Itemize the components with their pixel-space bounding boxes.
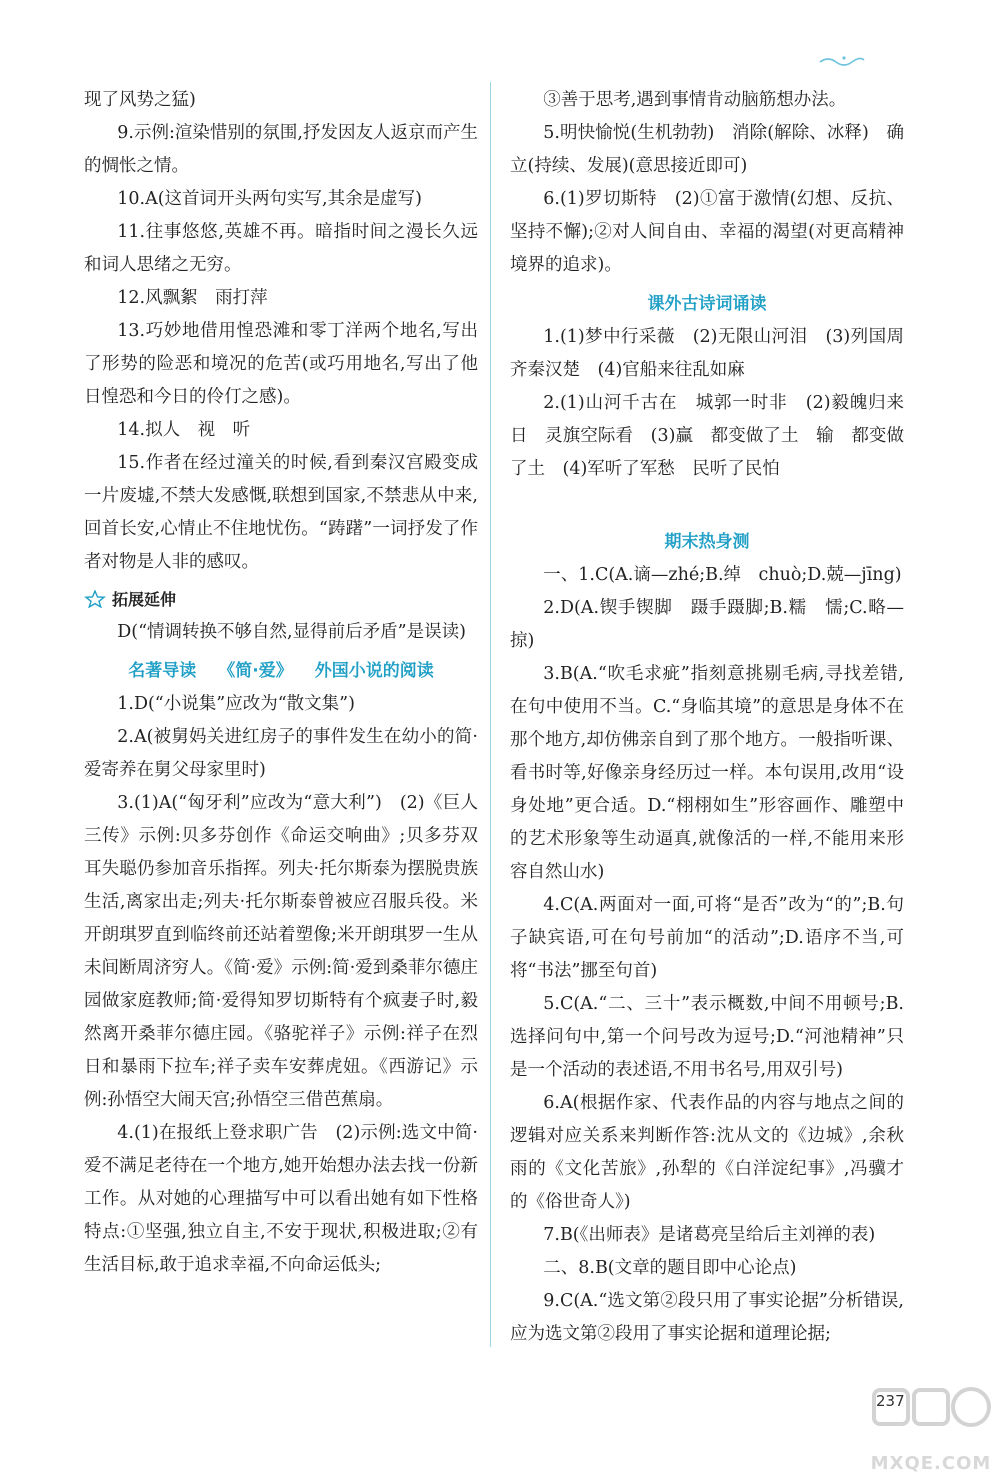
answer-12: 12.风飘絮 雨打萍	[117, 288, 268, 308]
poetry-answer-2: 2.(1)山河千古在 城郭一时非 (2)毅魄归来日 灵旗空际看 (3)赢 都变做了土 输 都变做了土 (4)军听了军愁 民听了民怕	[510, 393, 904, 479]
final-answer-2: 2.D(A.锲手锲脚 蹑手蹑脚;B.糯 懦;C.略—掠)	[510, 598, 904, 651]
final-answer-4: 4.C(A.两面对一面,可将“是否”改为“的”;B.句子缺宾语,可在句号前加“的活动”;D.语序不当,可将“书法”挪至句首)	[510, 895, 904, 981]
star-icon	[84, 590, 106, 608]
heading-part-1: 名著导读	[128, 661, 197, 681]
answer-11: 11.往事悠悠,英雄不再。暗指时间之漫长久远和词人思绪之无穷。	[84, 222, 478, 275]
classics-answer-3: 3.(1)A(“匈牙利”应改为“意大利”) (2)《巨人三传》示例:贝多芬创作《命运交响曲》;贝多芬双耳失聪仍参加音乐指挥。列夫·托尔斯泰为摆脱贵族生活,离家出走;列夫·托尔斯泰曾被应召服兵役。米开朗琪罗直到临终前还站着塑像;米开朗琪罗一生从未间断周济穷人。《简·爱》示例:简·爱到桑菲尔德庄园做家庭教师;简·爱得知罗切斯特有个疯妻子时,毅然离开桑菲尔德庄园。《骆驼祥子》示例:祥子在烈日和暴雨下拉车;祥子卖车安葬虎妞。《西游记》示例:孙悟空大闹天宫;孙悟空三借芭蕉扇。	[84, 793, 478, 1110]
expand-title-text: 拓展延伸	[112, 590, 177, 609]
wave-decoration-icon	[818, 52, 866, 68]
answer-continuation-right: ③善于思考,遇到事情肯动脑筋想办法。	[543, 90, 847, 110]
left-column	[84, 84, 478, 1282]
final-answer-5: 5.C(A.“二、三十”表示概数,中间不用顿号;B.选择问句中,第一个问号改为逗号;D.“河池精神”只是一个活动的表述语,不用书名号,用双引号)	[510, 994, 904, 1080]
answer-14: 14.拟人 视 听	[117, 420, 251, 440]
answer-9: 9.示例:渲染惜别的氛围,抒发因友人返京而产生的惆怅之情。	[84, 123, 478, 176]
expand-answer: D(“情调转换不够自然,显得前后矛盾”是误读)	[117, 622, 466, 642]
classics-reading-heading	[84, 655, 478, 688]
final-answer-6: 6.A(根据作家、代表作品的内容与地点之间的逻辑对应关系来判断作答:沈从文的《边城》,余秋雨的《文化苦旅》,孙犁的《白洋淀纪事》,冯骥才的《俗世奇人》)	[510, 1093, 904, 1212]
final-answer-8: 二、8.B(文章的题目即中心论点)	[543, 1258, 797, 1278]
answer-13: 13.巧妙地借用惶恐滩和零丁洋两个地名,写出了形势的险恶和境况的危苦(或巧用地名,写出了他日惶恐和今日的伶仃之感)。	[84, 321, 478, 407]
classics-answer-2: 2.A(被舅妈关进红房子的事件发生在幼小的简·爱寄养在舅父母家里时)	[84, 727, 478, 780]
expand-section-title	[84, 583, 478, 616]
final-answer-3: 3.B(A.“吹毛求疵”指刻意挑剔毛病,寻找差错,在句中使用不当。C.“身临其境”的意思是身体不在那个地方,却仿佛亲自到了那个地方。一般指听课、看书时等,好像亲身经历过一样。本句误用,改用“设身处地”更合适。D.“栩栩如生”形容画作、雕塑中的艺术形象等生动逼真,就像活的一样,不能用来形容自然山水)	[510, 664, 904, 882]
poetry-answer-1: 1.(1)梦中行采薇 (2)无限山河泪 (3)列国周齐秦汉楚 (4)官船来往乱如麻	[510, 327, 904, 380]
heading-part-3: 外国小说的阅读	[314, 661, 434, 681]
final-answer-9: 9.C(A.“选文第②段只用了事实论据”分析错误,应为选文第②段用了事实论据和道理论据;	[510, 1291, 904, 1344]
answer-15: 15.作者在经过潼关的时候,看到秦汉宫殿变成一片废墟,不禁大发感慨,联想到国家,不禁悲从中来,回首长安,心情止不住地忧伤。“踌躇”一词抒发了作者对物是人非的感叹。	[84, 453, 478, 572]
page-number: 237	[876, 1392, 905, 1410]
heading-part-2: 《简·爱》	[218, 661, 293, 681]
watermark-text: MXQE.COM	[870, 1453, 992, 1474]
final-answer-1: 一、1.C(A.谪—zhé;B.绰 chuò;D.兢—jīng)	[543, 565, 902, 585]
poetry-reading-heading: 课外古诗词诵读	[647, 294, 767, 314]
classics-answer-1: 1.D(“小说集”应改为“散文集”)	[117, 694, 355, 714]
right-column	[510, 84, 904, 1351]
watermark-graphic	[868, 1380, 994, 1450]
final-answer-7: 7.B(《出师表》是诸葛亮呈给后主刘禅的表)	[543, 1225, 876, 1245]
answer-6: 6.(1)罗切斯特 (2)①富于激情(幻想、反抗、坚持不懈);②对人间自由、幸福的渴望(对更高精神境界的追求)。	[510, 189, 904, 275]
classics-answer-4: 4.(1)在报纸上登求职广告 (2)示例:选文中简·爱不满足老待在一个地方,她开始想办法去找一份新工作。从对她的心理描写中可以看出她有如下性格特点:①坚强,独立自主,不安于现状,积极进取;②有生活目标,敢于追求幸福,不向命运低头;	[84, 1123, 478, 1275]
answer-5: 5.明快愉悦(生机勃勃) 消除(解除、冰释) 确立(持续、发展)(意思接近即可)	[510, 123, 904, 176]
final-warmup-heading: 期末热身测	[664, 532, 750, 552]
column-divider	[490, 82, 491, 1347]
answer-10: 10.A(这首词开头两句实写,其余是虚写)	[117, 189, 422, 209]
answer-continuation: 现了风势之猛)	[84, 90, 196, 110]
